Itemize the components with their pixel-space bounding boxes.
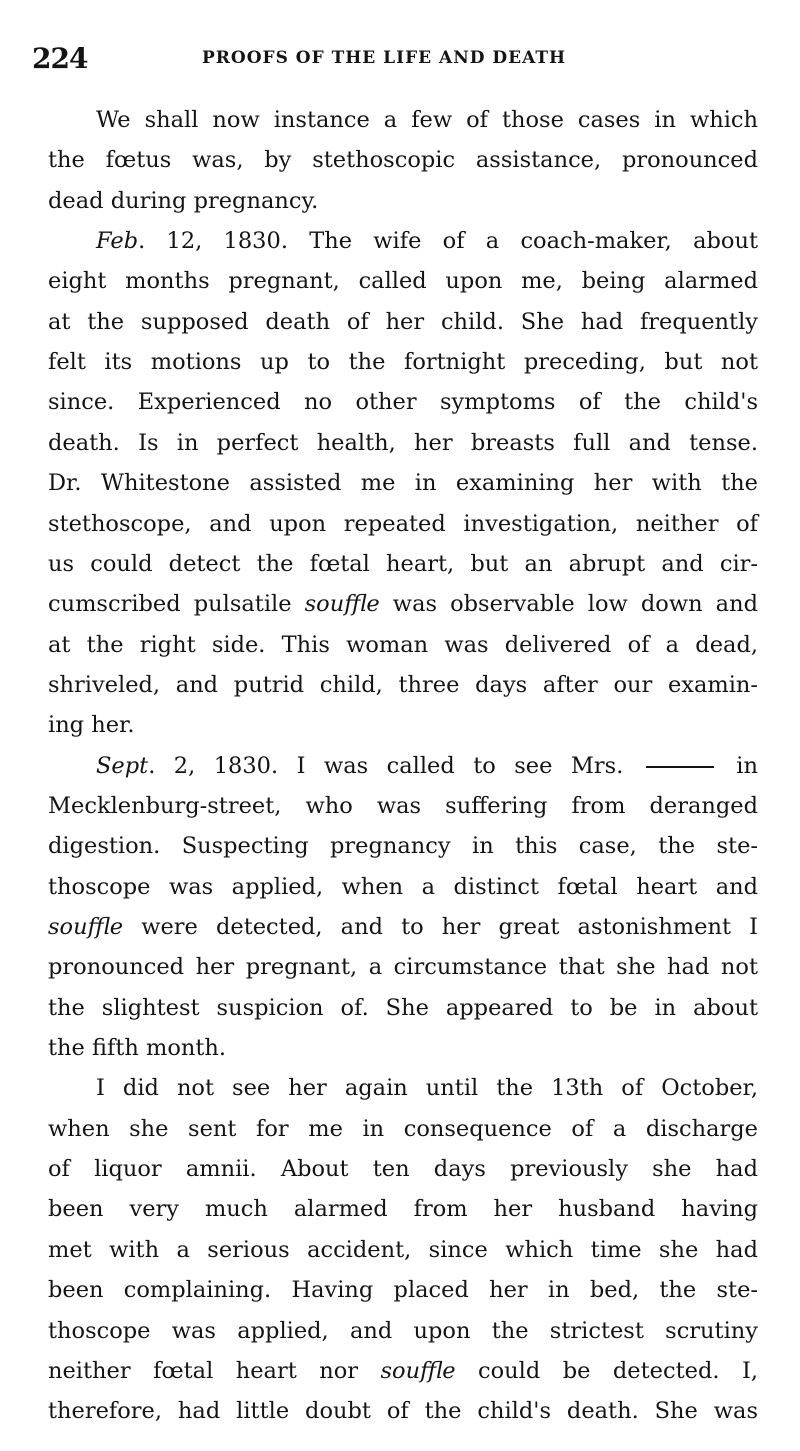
text-line	[96, 226, 758, 256]
text-line	[48, 912, 758, 942]
text-line	[48, 1356, 758, 1386]
text-line: digestion. Suspecting pregnancy in this case, the ste-	[48, 833, 758, 860]
text-line: felt its motions up to the fortnight preceding, but not	[48, 349, 758, 376]
text-segment: . 2, 1830. I was called to see Mrs.	[148, 752, 642, 779]
italic-segment: Sept	[96, 752, 149, 779]
text-line: at the supposed death of her child. She had frequently	[48, 308, 758, 335]
text-segment: neither fœtal heart nor	[48, 1357, 381, 1384]
text-line: pronounced her pregnant, a circumstance that she had not	[48, 954, 758, 981]
text-line: thoscope was applied, when a distinct fœtal heart and	[48, 873, 758, 900]
text-segment: was observable low down and	[379, 591, 758, 618]
italic-segment: souffle	[380, 1357, 456, 1384]
running-title: PROOFS OF THE LIFE AND DEATH	[202, 48, 567, 68]
text-line: the fœtus was, by stethoscopic assistance, pronounced	[48, 147, 758, 174]
text-line: us could detect the fœtal heart, but an abrupt and cir-	[48, 550, 758, 577]
text-segment: could be detected. I,	[455, 1357, 758, 1384]
text-line: ing her.	[48, 712, 135, 739]
text-segment: were detected, and to her great astonishment I	[123, 914, 758, 940]
text-line: met with a serious accident, since which time she had	[48, 1236, 758, 1263]
text-line: eight months pregnant, called upon me, being alarmed	[48, 268, 758, 295]
italic-segment: souffle	[304, 591, 380, 618]
text-line: at the right side. This woman was delivered of a dead,	[48, 631, 758, 658]
page-header	[32, 42, 762, 78]
text-line: been very much alarmed from her husband having	[48, 1196, 758, 1223]
text-line: thoscope was applied, and upon the strictest scrutiny	[48, 1317, 758, 1344]
text-line: been complaining. Having placed her in bed, the ste-	[48, 1277, 758, 1304]
text-line: since. Experienced no other symptoms of the child's	[48, 389, 758, 416]
italic-segment: Feb	[96, 228, 139, 255]
text-line: shriveled, and putrid child, three days after our examin-	[48, 671, 758, 698]
text-line: stethoscope, and upon repeated investigation, neither of	[48, 510, 758, 537]
text-line: Dr. Whitestone assisted me in examining her with the	[48, 470, 758, 497]
text-line: Mecklenburg-street, who was suffering from deranged	[48, 792, 758, 819]
text-line: We shall now instance a few of those cases in which	[96, 107, 758, 133]
text-segment: in	[717, 752, 758, 779]
text-line	[96, 751, 758, 781]
text-segment: . 12, 1830. The wife of a coach-maker, about	[138, 228, 758, 255]
text-line: the slightest suspicion of. She appeared to be in about	[48, 994, 758, 1021]
text-segment: cumscribed pulsatile	[48, 591, 305, 618]
text-line: dead during pregnancy.	[48, 187, 319, 214]
text-line: of liquor amnii. About ten days previously she had	[48, 1156, 758, 1183]
text-line: death. Is in perfect health, her breasts full and tense.	[48, 429, 758, 456]
text-line: therefore, had little doubt of the child's death. She was	[48, 1398, 758, 1425]
text-line	[48, 589, 758, 619]
name-omission-dash	[646, 766, 714, 768]
text-line: when she sent for me in consequence of a discharge	[48, 1115, 758, 1142]
italic-segment: souffle	[48, 914, 124, 940]
text-line: the fifth month.	[48, 1035, 227, 1062]
text-line: I did not see her again until the 13th of October,	[96, 1075, 758, 1102]
page-number: 224	[32, 42, 88, 75]
